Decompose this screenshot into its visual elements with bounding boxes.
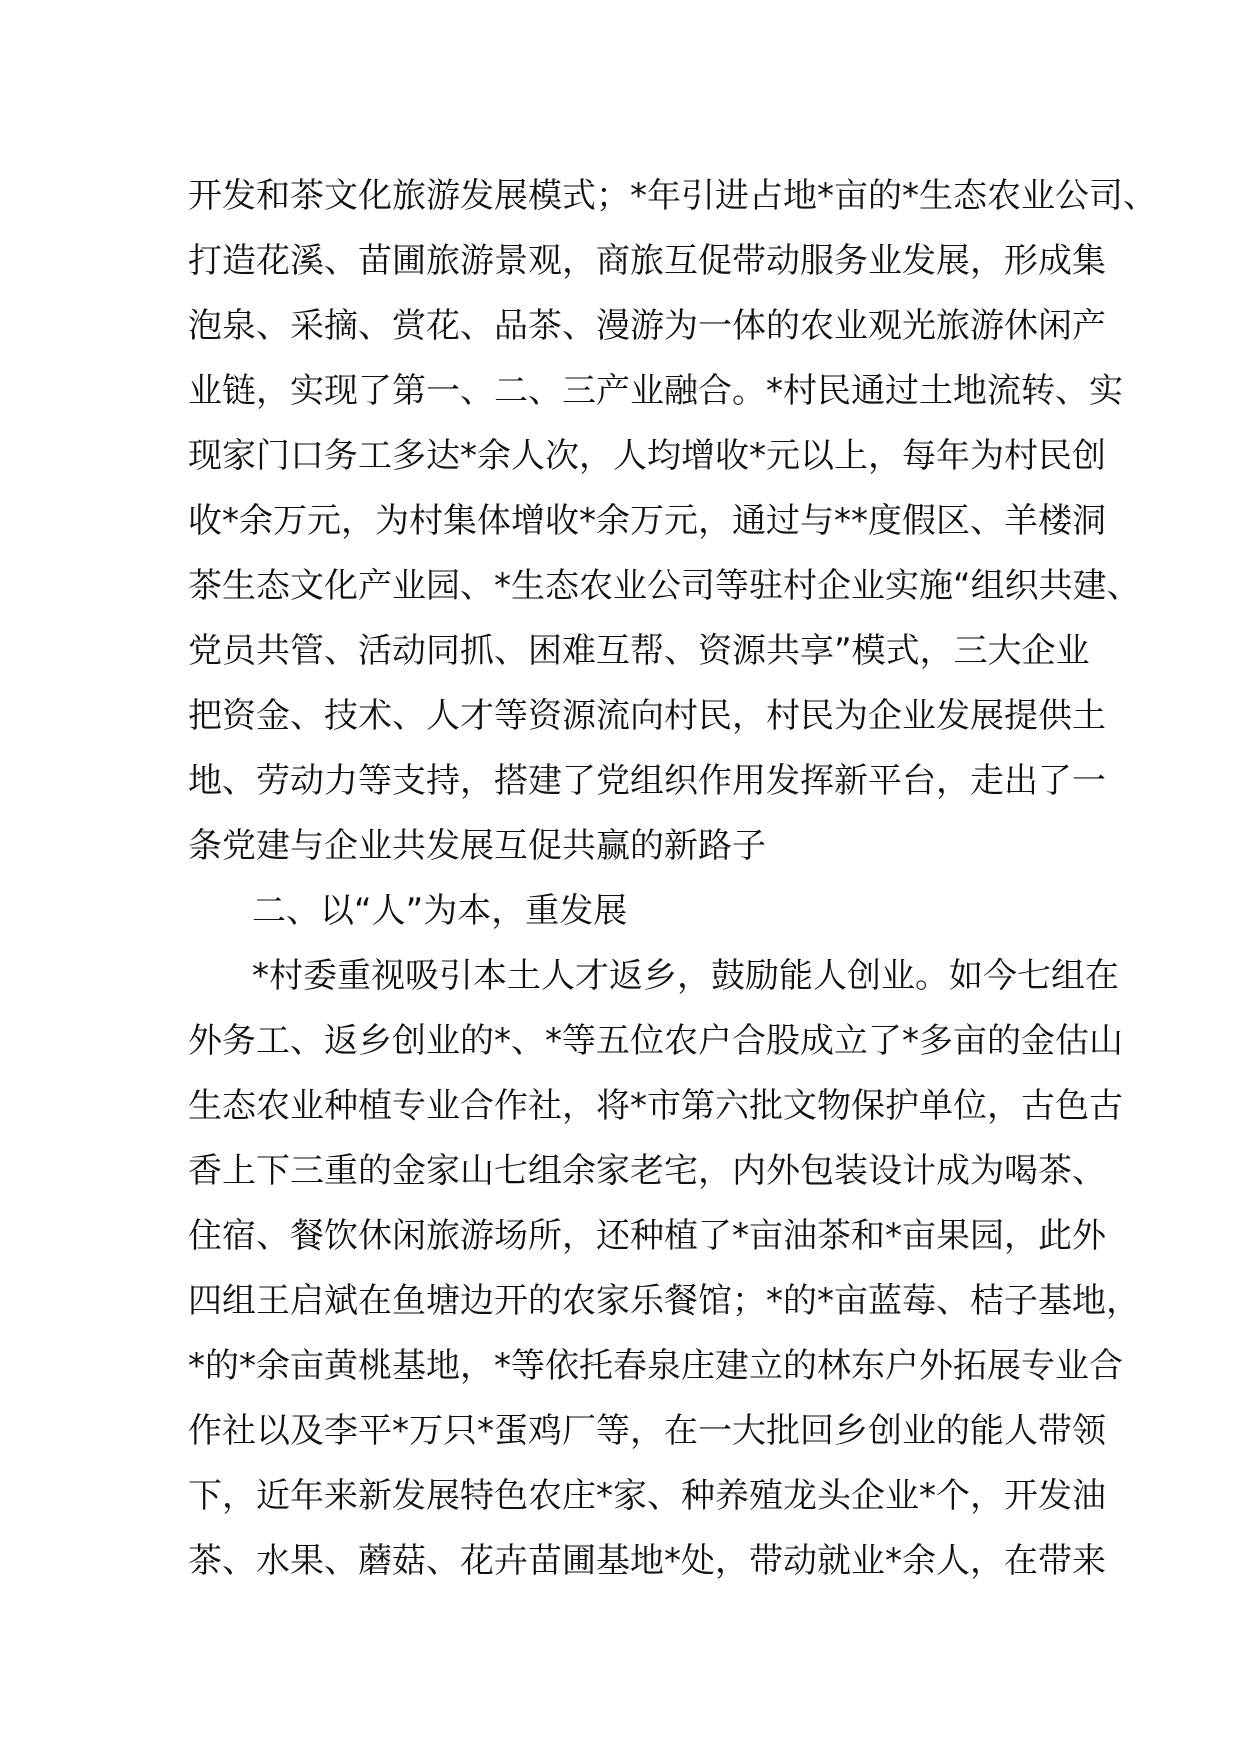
- text-line: 香上下三重的金家山七组余家老宅，内外包装设计成为喝茶、: [188, 1151, 1106, 1191]
- text-line: 泡泉、采摘、赏花、品茶、漫游为一体的农业观光旅游休闲产: [188, 306, 1106, 346]
- text-line: 四组王启斌在鱼塘边开的农家乐餐馆；*的*亩蓝莓、桔子基地，: [188, 1281, 1140, 1321]
- text-line: 把资金、技术、人才等资源流向村民，村民为企业发展提供土: [188, 696, 1106, 736]
- text-line: 下，近年来新发展特色农庄*家、种养殖龙头企业*个，开发油: [188, 1476, 1106, 1516]
- body-text: [188, 164, 1157, 1594]
- text-line: 打造花溪、苗圃旅游景观，商旅互促带动服务业发展，形成集: [188, 241, 1106, 281]
- text-line: 住宿、餐饮休闲旅游场所，还种植了*亩油茶和*亩果园，此外: [188, 1216, 1106, 1256]
- text-line: 条党建与企业共发展互促共赢的新路子: [188, 826, 766, 866]
- text-line: 地、劳动力等支持，搭建了党组织作用发挥新平台，走出了一: [188, 761, 1106, 801]
- text-line: 收*余万元，为村集体增收*余万元，通过与**度假区、羊楼洞: [188, 501, 1106, 541]
- text-line: 开发和茶文化旅游发展模式；*年引进占地*亩的*生态农业公司、: [188, 176, 1157, 216]
- paragraph-first-line: *村委重视吸引本土人才返乡，鼓励能人创业。如今七组在: [252, 956, 1119, 996]
- text-line: 茶生态文化产业园、*生态农业公司等驻村企业实施“组织共建、: [188, 566, 1141, 606]
- section-heading: 二、以“人”为本，重发展: [252, 891, 628, 931]
- text-line: 现家门口务工多达*余人次，人均增收*元以上，每年为村民创: [188, 436, 1106, 476]
- text-line: 作社以及李平*万只*蛋鸡厂等，在一大批回乡创业的能人带领: [188, 1411, 1106, 1451]
- text-line: *的*余亩黄桃基地，*等依托春泉庄建立的林东户外拓展专业合: [188, 1346, 1123, 1386]
- text-line: 党员共管、活动同抓、困难互帮、资源共享”模式，三大企业: [188, 631, 1090, 671]
- text-line: 生态农业种植专业合作社，将*市第六批文物保护单位，古色古: [188, 1086, 1123, 1126]
- text-line: 业链，实现了第一、二、三产业融合。*村民通过土地流转、实: [188, 371, 1123, 411]
- text-line: 茶、水果、蘑菇、花卉苗圃基地*处，带动就业*余人，在带来: [188, 1541, 1106, 1581]
- text-line: 外务工、返乡创业的*、*等五位农户合股成立了*多亩的金估山: [188, 1021, 1123, 1061]
